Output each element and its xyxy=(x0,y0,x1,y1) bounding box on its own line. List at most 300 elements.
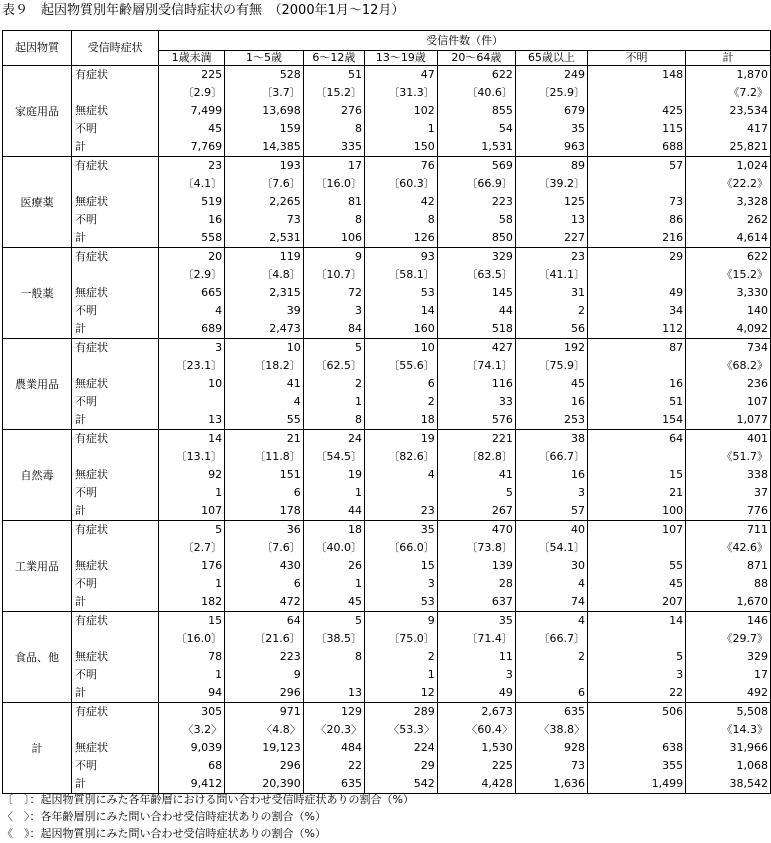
count-value: 151 xyxy=(279,468,301,481)
value-cell xyxy=(587,248,685,339)
source-name: 医療薬 xyxy=(3,157,72,248)
section-row xyxy=(3,430,771,521)
ratio-value: 〈20.3〉 xyxy=(315,723,363,736)
count-value xyxy=(161,393,222,411)
ratio-value: 〔41.1〕 xyxy=(538,268,585,281)
ratio-value: 《51.7》 xyxy=(721,450,768,463)
count-value: 74 xyxy=(570,595,585,608)
count-value: 518 xyxy=(491,322,513,335)
count-value: 2,531 xyxy=(269,231,301,244)
ratio-value xyxy=(590,84,683,102)
value-cell xyxy=(365,248,438,339)
value-cell xyxy=(365,157,438,248)
symptom-label: 不明 xyxy=(75,668,98,681)
count-value: 3 xyxy=(676,668,684,681)
count-value: 45 xyxy=(669,577,684,590)
count-value: 470 xyxy=(491,523,513,536)
count-value: 5,508 xyxy=(736,705,768,718)
ratio-value: 〔39.2〕 xyxy=(538,177,585,190)
value-cell xyxy=(159,157,225,248)
symptom-label: 有症状 xyxy=(75,250,109,263)
count-value: 54 xyxy=(498,122,513,135)
count-value: 72 xyxy=(348,286,363,299)
value-cell xyxy=(365,339,438,430)
value-cell xyxy=(365,430,438,521)
value-cell xyxy=(587,521,685,612)
count-value: 93 xyxy=(420,250,435,263)
count-value: 1,670 xyxy=(736,595,768,608)
count-value: 776 xyxy=(747,504,768,517)
count-value: 2 xyxy=(427,650,435,663)
symptom-label: 不明 xyxy=(75,759,98,772)
ratio-value: 〔16.0〕 xyxy=(315,177,363,190)
ratio-value: 〔66.7〕 xyxy=(538,450,585,463)
count-value: 73 xyxy=(570,759,585,772)
value-cell xyxy=(303,248,364,339)
header-source: 起因物質 xyxy=(3,31,72,66)
count-value: 29 xyxy=(420,759,435,772)
count-value: 679 xyxy=(563,104,585,117)
value-cell xyxy=(303,521,364,612)
ratio-value: 〔75.9〕 xyxy=(538,359,585,372)
count-value: 19,123 xyxy=(262,741,301,754)
count-value: 34 xyxy=(669,304,684,317)
count-value: 850 xyxy=(491,231,513,244)
value-cell xyxy=(303,703,364,794)
ratio-value: 《29.7》 xyxy=(721,632,768,645)
value-cell xyxy=(515,248,587,339)
ratio-value: 〔13.1〕 xyxy=(175,450,223,463)
count-value: 86 xyxy=(669,213,684,226)
value-cell xyxy=(365,612,438,703)
symptom-label: 不明 xyxy=(75,577,98,590)
count-value: 44 xyxy=(348,504,363,517)
symptom-label xyxy=(75,84,155,102)
symptom-label xyxy=(75,630,155,648)
count-value: 223 xyxy=(279,650,301,663)
count-value: 8 xyxy=(355,213,363,226)
header-age: 20～64歳 xyxy=(437,51,515,66)
legend-line: 《 》：起因物質別にみた問い合わせ受信時症状ありの割合（%） xyxy=(2,827,326,840)
count-value: 9,412 xyxy=(190,777,223,790)
count-value: 305 xyxy=(201,705,223,718)
count-value: 1 xyxy=(355,577,363,590)
count-value: 146 xyxy=(747,614,768,627)
count-value: 176 xyxy=(201,559,223,572)
count-value: 506 xyxy=(662,705,684,718)
ratio-value: 〔66.7〕 xyxy=(538,632,585,645)
count-value: 688 xyxy=(662,140,684,153)
legend-line: 〈 〉：各年齢層別にみた問い合わせ受信時症状ありの割合（%） xyxy=(2,810,326,823)
symptom-label: 無症状 xyxy=(75,104,109,117)
header-age: 不明 xyxy=(587,51,685,66)
ratio-value: 〔54.5〕 xyxy=(315,450,363,463)
source-name: 工業用品 xyxy=(3,521,72,612)
total-cell xyxy=(686,248,771,339)
count-value xyxy=(306,666,362,684)
count-value: 35 xyxy=(498,614,513,627)
symptom-label: 有症状 xyxy=(75,68,109,81)
count-value: 102 xyxy=(413,104,435,117)
count-value: 8 xyxy=(355,122,363,135)
count-value: 107 xyxy=(747,395,768,408)
ratio-value: 〔4.8〕 xyxy=(261,268,301,281)
value-cell xyxy=(303,430,364,521)
value-cell xyxy=(437,339,515,430)
count-value: 221 xyxy=(491,432,513,445)
symptom-label xyxy=(75,357,155,375)
ratio-value xyxy=(590,175,683,193)
count-value: 45 xyxy=(208,122,223,135)
symptom-labels xyxy=(72,430,159,521)
count-value: 4 xyxy=(215,304,223,317)
ratio-value: 〔11.8〕 xyxy=(254,450,301,463)
count-value: 1,530 xyxy=(481,741,513,754)
count-value: 1 xyxy=(355,486,363,499)
ratio-value: 〔2.9〕 xyxy=(182,268,223,281)
symptom-label: 計 xyxy=(75,504,87,517)
count-value: 64 xyxy=(286,614,301,627)
count-value: 81 xyxy=(348,195,363,208)
count-value: 296 xyxy=(279,759,301,772)
ratio-value xyxy=(590,357,683,375)
count-value: 31,966 xyxy=(729,741,768,754)
count-value: 159 xyxy=(279,122,301,135)
count-value: 338 xyxy=(747,468,768,481)
section-row xyxy=(3,66,771,157)
value-cell xyxy=(159,66,225,157)
value-cell xyxy=(159,521,225,612)
count-value: 4,428 xyxy=(481,777,513,790)
value-cell xyxy=(515,521,587,612)
total-cell xyxy=(686,703,771,794)
symptom-label: 無症状 xyxy=(75,195,109,208)
value-cell xyxy=(587,703,685,794)
count-value: 871 xyxy=(747,559,768,572)
count-value: 5 xyxy=(505,486,513,499)
count-value: 112 xyxy=(662,322,684,335)
count-value: 125 xyxy=(563,195,585,208)
count-value: 9 xyxy=(427,614,435,627)
value-cell xyxy=(225,157,304,248)
count-value xyxy=(518,666,585,684)
symptom-label: 有症状 xyxy=(75,159,109,172)
count-value: 11 xyxy=(498,650,513,663)
count-value: 276 xyxy=(341,104,363,117)
count-value: 16 xyxy=(570,395,585,408)
value-cell xyxy=(225,248,304,339)
count-value: 223 xyxy=(491,195,513,208)
source-name: 農業用品 xyxy=(3,339,72,430)
count-value: 64 xyxy=(669,432,684,445)
count-value: 4 xyxy=(577,577,585,590)
value-cell xyxy=(159,612,225,703)
symptom-labels xyxy=(72,521,159,612)
count-value: 425 xyxy=(662,104,684,117)
count-value: 1,499 xyxy=(651,777,684,790)
value-cell xyxy=(159,339,225,430)
table-title: 表９ 起因物質別年齢層別受信時症状の有無 （2000年1月～12月） xyxy=(2,3,405,18)
header-total: 計 xyxy=(686,51,771,66)
legend-line: 〔 〕：起因物質別にみた各年齢層における問い合わせ受信時症状ありの割合（%） xyxy=(2,793,414,806)
count-value: 6 xyxy=(293,486,301,499)
ratio-value: 〔66.0〕 xyxy=(388,541,435,554)
value-cell xyxy=(365,703,438,794)
count-value: 36 xyxy=(286,523,301,536)
value-cell xyxy=(587,157,685,248)
count-value: 22 xyxy=(348,759,363,772)
count-value: 73 xyxy=(669,195,684,208)
count-value: 355 xyxy=(662,759,684,772)
count-value: 24 xyxy=(348,432,363,445)
count-value: 49 xyxy=(498,686,513,699)
count-value: 28 xyxy=(498,577,513,590)
count-value: 35 xyxy=(570,122,585,135)
count-value: 1 xyxy=(215,668,223,681)
ratio-value: 〈3.2〉 xyxy=(182,723,223,736)
value-cell xyxy=(225,339,304,430)
total-cell xyxy=(686,430,771,521)
ratio-value: 〔63.5〕 xyxy=(466,268,513,281)
ratio-value: 〈53.3〉 xyxy=(388,723,435,736)
count-value: 492 xyxy=(747,686,768,699)
value-cell xyxy=(437,430,515,521)
count-value: 401 xyxy=(747,432,768,445)
value-cell xyxy=(515,157,587,248)
header-age: 65歳以上 xyxy=(515,51,587,66)
value-cell xyxy=(303,339,364,430)
count-value: 10 xyxy=(208,377,223,390)
count-value: 116 xyxy=(491,377,513,390)
ratio-value: 〔2.7〕 xyxy=(182,541,223,554)
count-value: 182 xyxy=(201,595,223,608)
count-value: 2 xyxy=(427,395,435,408)
ratio-value: 〔82.8〕 xyxy=(466,450,513,463)
count-value: 2 xyxy=(355,377,363,390)
symptom-label: 不明 xyxy=(75,486,98,499)
count-value: 542 xyxy=(413,777,435,790)
symptom-label: 無症状 xyxy=(75,377,109,390)
count-value: 126 xyxy=(413,231,435,244)
count-value: 115 xyxy=(662,122,684,135)
count-value: 4 xyxy=(293,395,301,408)
count-value: 23 xyxy=(208,159,223,172)
count-value: 14 xyxy=(669,614,684,627)
value-cell xyxy=(365,521,438,612)
count-value: 41 xyxy=(498,468,513,481)
count-value: 472 xyxy=(279,595,301,608)
count-value: 23,534 xyxy=(729,104,768,117)
count-value: 12 xyxy=(420,686,435,699)
ratio-value xyxy=(590,266,683,284)
value-cell xyxy=(365,66,438,157)
value-cell xyxy=(437,157,515,248)
count-value: 5 xyxy=(355,614,363,627)
header-group: 受信件数（件） xyxy=(159,31,771,51)
count-value: 1,068 xyxy=(736,759,768,772)
count-value: 711 xyxy=(747,523,768,536)
count-value: 569 xyxy=(491,159,513,172)
count-value: 145 xyxy=(491,286,513,299)
count-value: 5 xyxy=(355,341,363,354)
ratio-value: 《68.2》 xyxy=(721,359,768,372)
ratio-value: 〔4.1〕 xyxy=(182,177,223,190)
symptom-labels xyxy=(72,339,159,430)
count-value: 15 xyxy=(669,468,684,481)
count-value: 193 xyxy=(279,159,301,172)
count-value: 140 xyxy=(747,304,768,317)
ratio-value: 〔18.2〕 xyxy=(254,359,301,372)
ratio-value: 《7.2》 xyxy=(728,86,768,99)
count-value: 216 xyxy=(662,231,684,244)
count-value: 57 xyxy=(669,159,684,172)
count-value: 484 xyxy=(341,741,363,754)
count-value: 622 xyxy=(747,250,768,263)
count-value: 13,698 xyxy=(262,104,301,117)
count-value: 1 xyxy=(355,395,363,408)
count-value: 55 xyxy=(669,559,684,572)
count-value: 267 xyxy=(491,504,513,517)
count-value: 37 xyxy=(754,486,768,499)
ratio-value: 〔62.5〕 xyxy=(315,359,363,372)
count-value: 19 xyxy=(420,432,435,445)
count-value: 576 xyxy=(491,413,513,426)
count-value: 638 xyxy=(662,741,684,754)
ratio-value: 《42.6》 xyxy=(721,541,768,554)
count-value: 3,330 xyxy=(736,286,768,299)
count-value: 427 xyxy=(491,341,513,354)
value-cell xyxy=(587,339,685,430)
ratio-value: 〔71.4〕 xyxy=(466,632,513,645)
count-value: 622 xyxy=(491,68,513,81)
count-value: 23 xyxy=(570,250,585,263)
count-value: 637 xyxy=(491,595,513,608)
count-value: 855 xyxy=(491,104,513,117)
count-value: 10 xyxy=(286,341,301,354)
count-value: 129 xyxy=(341,705,363,718)
count-value: 20 xyxy=(208,250,223,263)
count-value: 13 xyxy=(570,213,585,226)
ratio-value: 〔40.0〕 xyxy=(315,541,363,554)
symptom-label xyxy=(75,266,155,284)
count-value: 76 xyxy=(420,159,435,172)
count-value: 68 xyxy=(208,759,223,772)
count-value: 289 xyxy=(413,705,435,718)
count-value: 8 xyxy=(355,413,363,426)
count-value: 2,315 xyxy=(269,286,301,299)
count-value: 10 xyxy=(420,341,435,354)
symptom-label: 有症状 xyxy=(75,341,109,354)
count-value: 249 xyxy=(563,68,585,81)
count-value: 9,039 xyxy=(190,741,223,754)
count-value: 15 xyxy=(208,614,223,627)
header-age: 13～19歳 xyxy=(365,51,438,66)
count-value: 55 xyxy=(286,413,301,426)
count-value: 150 xyxy=(413,140,435,153)
ratio-value: 〔66.9〕 xyxy=(466,177,513,190)
header-symptom: 受信時症状 xyxy=(72,31,159,66)
count-value: 92 xyxy=(208,468,223,481)
section-row xyxy=(3,612,771,703)
count-value: 2,473 xyxy=(269,322,301,335)
count-value: 17 xyxy=(348,159,363,172)
count-value: 100 xyxy=(662,504,684,517)
count-value: 16 xyxy=(570,468,585,481)
count-value: 225 xyxy=(201,68,223,81)
count-value: 119 xyxy=(279,250,301,263)
symptom-label: 有症状 xyxy=(75,523,109,536)
count-value: 5 xyxy=(676,650,684,663)
ratio-value: 〔3.7〕 xyxy=(261,86,301,99)
count-value: 207 xyxy=(662,595,684,608)
ratio-value: 〈60.4〉 xyxy=(466,723,513,736)
count-value: 3,328 xyxy=(736,195,768,208)
count-value: 14,385 xyxy=(262,140,301,153)
symptom-label: 不明 xyxy=(75,304,98,317)
value-cell xyxy=(225,521,304,612)
ratio-value xyxy=(590,630,683,648)
value-cell xyxy=(303,612,364,703)
count-value: 16 xyxy=(669,377,684,390)
count-value: 417 xyxy=(747,122,768,135)
count-value: 21 xyxy=(286,432,301,445)
symptom-label xyxy=(75,448,155,466)
value-cell xyxy=(303,157,364,248)
header-age: 1～5歳 xyxy=(225,51,304,66)
count-value: 635 xyxy=(563,705,585,718)
symptom-label: 不明 xyxy=(75,213,98,226)
count-value: 38 xyxy=(570,432,585,445)
ratio-value: 〔23.1〕 xyxy=(175,359,223,372)
total-cell xyxy=(686,339,771,430)
count-value: 94 xyxy=(208,686,223,699)
ratio-value: 〔82.6〕 xyxy=(388,450,435,463)
section-row xyxy=(3,248,771,339)
count-value: 253 xyxy=(563,413,585,426)
symptom-label: 計 xyxy=(75,413,87,426)
section-row xyxy=(3,703,771,794)
ratio-value: 〔21.6〕 xyxy=(254,632,301,645)
value-cell xyxy=(303,66,364,157)
ratio-value: 〔74.1〕 xyxy=(466,359,513,372)
count-value: 18 xyxy=(420,413,435,426)
count-value: 2,673 xyxy=(481,705,513,718)
count-value: 84 xyxy=(348,322,363,335)
count-value: 18 xyxy=(348,523,363,536)
count-value: 23 xyxy=(420,504,435,517)
symptom-labels xyxy=(72,66,159,157)
count-value: 1 xyxy=(427,668,435,681)
ratio-value: 〔54.1〕 xyxy=(538,541,585,554)
section-row xyxy=(3,157,771,248)
count-value: 21 xyxy=(669,486,684,499)
value-cell xyxy=(515,430,587,521)
count-value: 13 xyxy=(208,413,223,426)
count-value: 148 xyxy=(662,68,684,81)
count-value: 225 xyxy=(491,759,513,772)
count-value: 734 xyxy=(747,341,768,354)
value-cell xyxy=(437,612,515,703)
count-value: 17 xyxy=(754,668,768,681)
value-cell xyxy=(437,703,515,794)
count-value: 88 xyxy=(754,577,768,590)
count-value: 5 xyxy=(215,523,223,536)
count-value: 3 xyxy=(215,341,223,354)
symptom-label: 計 xyxy=(75,595,87,608)
count-value: 4 xyxy=(577,614,585,627)
ratio-value: 《15.2》 xyxy=(721,268,768,281)
data-table xyxy=(2,30,771,794)
